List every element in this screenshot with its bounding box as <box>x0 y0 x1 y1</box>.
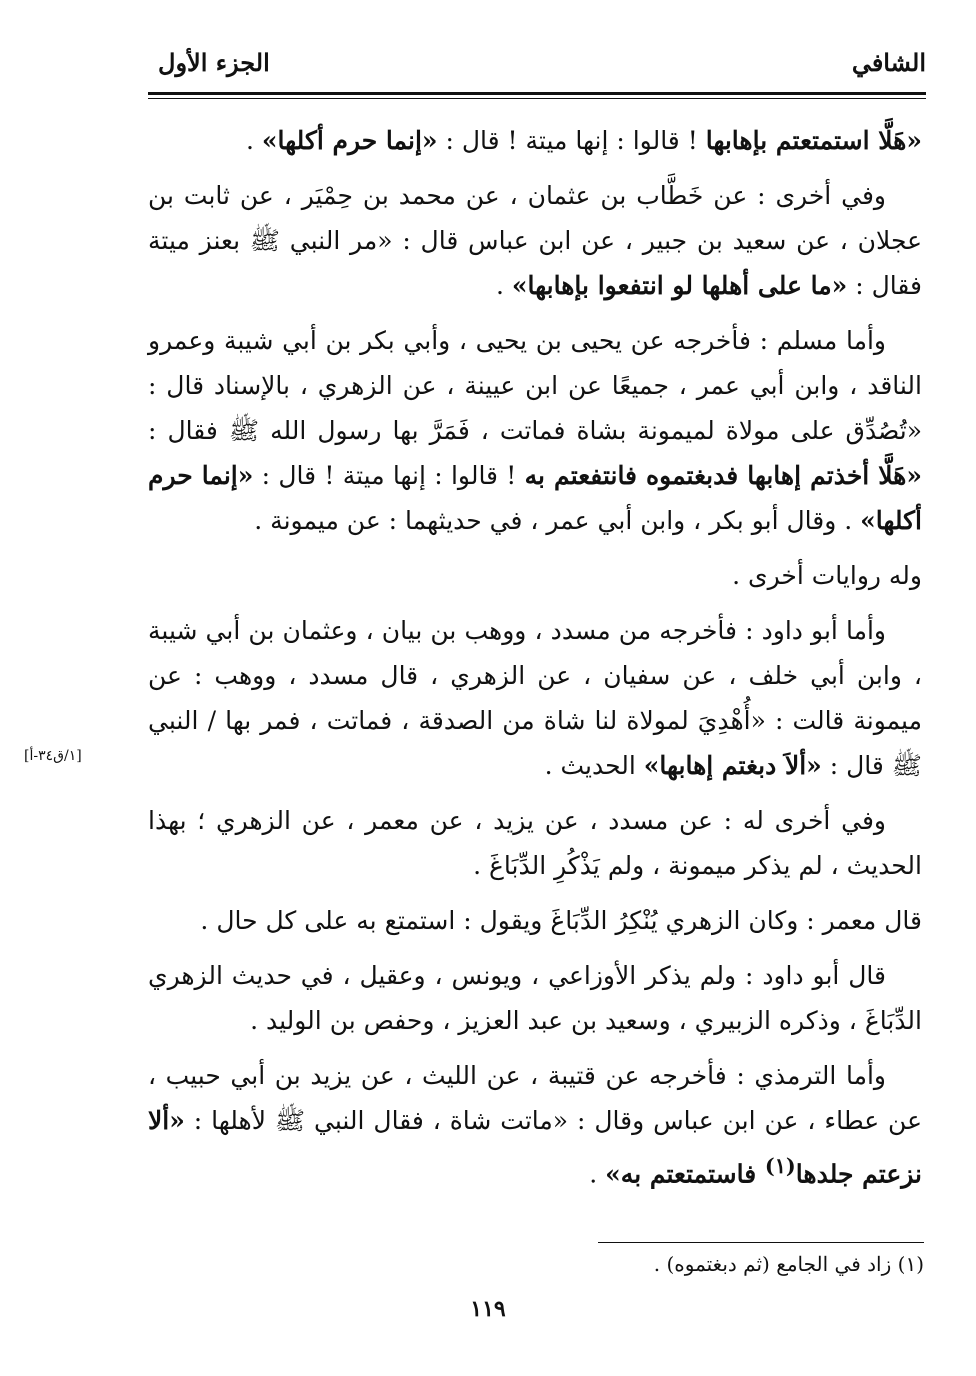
paragraph <box>148 898 922 943</box>
paragraph <box>148 318 922 543</box>
text-run: ! قالوا : إنها ميتة ! قال : <box>253 461 525 490</box>
text-run: . وقال أبو بكر ، وابن أبي عمر ، في حديثهما : عن ميمونة . <box>254 506 861 535</box>
header-rule-thin <box>148 98 926 99</box>
paragraph <box>148 953 922 1043</box>
header-volume: الجزء الأول <box>158 48 270 77</box>
paragraph <box>148 1053 922 1196</box>
text-run: . <box>589 1159 606 1189</box>
hadith-quote: «إنما حرم أكلها» <box>261 126 438 155</box>
text-run: . <box>246 126 262 155</box>
hadith-quote: فاستمتعتم به» <box>605 1159 765 1189</box>
footnote-rule <box>598 1242 924 1243</box>
paragraph <box>148 798 922 888</box>
hadith-quote: «هَلَّا استمتعتم بإهابها <box>705 126 922 155</box>
paragraph <box>148 608 922 788</box>
paragraph <box>148 553 922 598</box>
page-number: ١١٩ <box>470 1296 506 1322</box>
footnote: (١) زاد في الجامع (ثم دبغتموه) . <box>653 1252 924 1276</box>
text-run: ! قالوا : إنها ميتة ! قال : <box>437 126 706 155</box>
text-run: وأما مسلم : فأخرجه عن يحيى بن يحيى ، وأبي بكر بن أبي شيبة وعمرو الناقد ، وابن أبي عمر ، جميعًا عن ابن عيينة ، عن الزهري ، بالإسناد قال : «تُصُدِّق على مولاة لميمونة بشاة فماتت ، فَمَرَّ بها رسول الله ﷺ فقال : <box>148 326 922 445</box>
hadith-quote: «إنما حرم أكلها» <box>148 461 922 535</box>
footnote-ref: (١) <box>764 1153 796 1178</box>
text-run: وأما أبو داود : فأخرجه من مسدد ، ووهب بن بيان ، وعثمان بن أبي شيبة ، وابن أبي خلف ، عن سفيان ، عن الزهري ، قال مسدد ، ووهب : عن ميمونة قالت : «أُهْدِيَ لمولاة لنا شاة من الصدقة ، فماتت ، فمر بها / النبي ﷺ قال : <box>148 616 922 780</box>
main-text <box>148 118 922 1196</box>
text-run: وفي أخرى له : عن مسدد ، عن يزيد ، عن معمر ، عن الزهري ؛ بهذا الحديث ، لم يذكر ميمونة ، ولم يَذْكُرِ الدِّبَاغَ . <box>148 806 922 880</box>
text-run: . <box>496 271 512 300</box>
text-run: الحديث . <box>544 751 644 780</box>
hadith-quote: «ألا نزعتم جلدها <box>148 1106 922 1189</box>
paragraph <box>148 173 922 308</box>
hadith-quote: «هَلَّا أخذتم إهابها فدبغتموه فانتفعتم به <box>524 461 922 490</box>
text-run: وله روايات أخرى . <box>732 561 922 590</box>
text-run: وفي أخرى : عن خَطَّاب بن عثمان ، عن محمد بن حِمْيَر ، عن ثابت بن عجلان ، عن سعيد بن جبير ، عن ابن عباس قال : «مر النبي ﷺ بعنز ميتة فقال : <box>148 181 922 300</box>
header-title: الشافي <box>851 48 926 77</box>
margin-manuscript-note: [١/ق٣٤-أ] <box>24 748 82 764</box>
running-header <box>148 48 926 88</box>
header-rule-thick <box>148 92 926 95</box>
paragraph <box>148 118 922 163</box>
hadith-quote: «ما على أهلها لو انتفعوا بإهابها» <box>511 271 848 300</box>
text-run: قال معمر : وكان الزهري يُنْكِرُ الدِّبَاغَ ويقول : استمتع به على كل حال . <box>200 906 922 935</box>
text-run: وأما الترمذي : فأخرجه عن قتيبة ، عن الليث ، عن يزيد بن أبي حبيب ، عن عطاء ، عن ابن عباس وقال : «ماتت شاة ، فقال النبي ﷺ لأهلها : <box>148 1061 922 1135</box>
text-run: قال أبو داود : ولم يذكر الأوزاعي ، ويونس ، وعقيل ، في حديث الزهري الدِّبَاغَ ، وذكره الزبيري ، وسعيد بن عبد العزيز ، وحفص بن الوليد . <box>148 961 922 1035</box>
hadith-quote: «ألاَ دبغتم إهابها» <box>643 751 822 780</box>
